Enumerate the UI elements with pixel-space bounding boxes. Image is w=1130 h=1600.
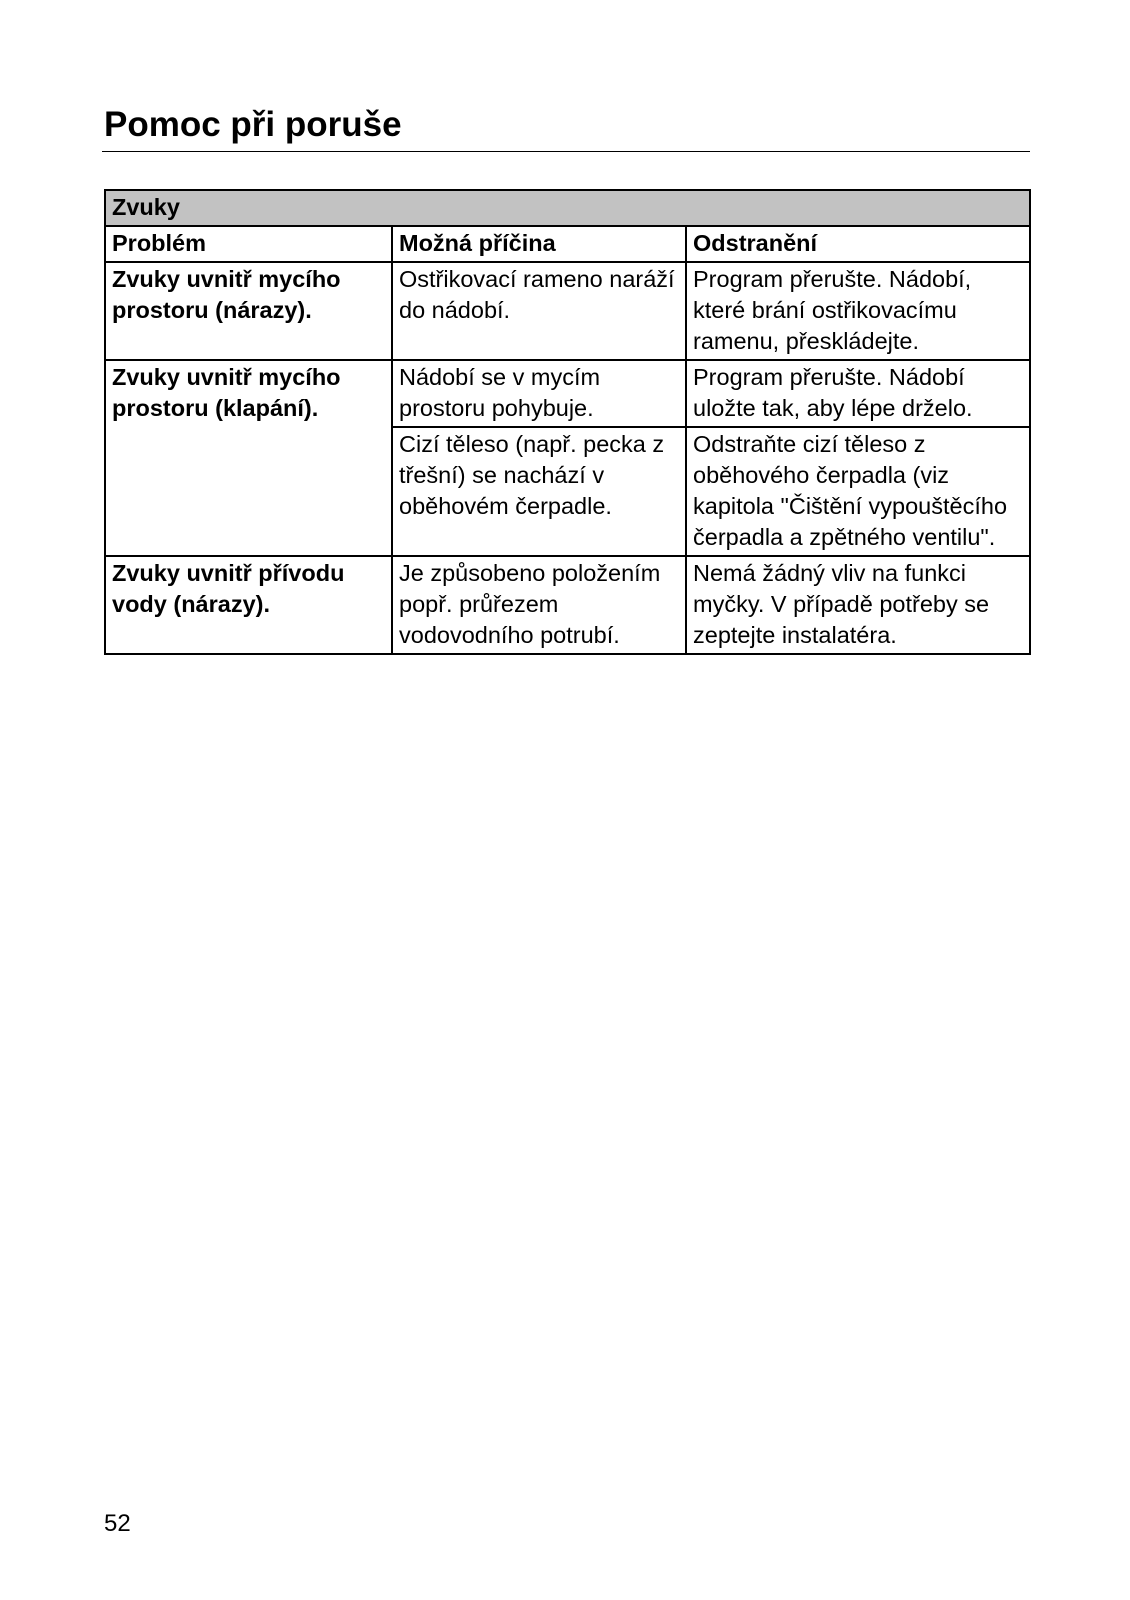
page-title: Pomoc při poruše — [104, 105, 402, 144]
column-header-problem: Problém — [105, 226, 392, 262]
remedy-cell: Program přerušte. Nádobí uložte tak, aby lépe drželo. — [686, 360, 1030, 427]
column-header-remedy: Odstranění — [686, 226, 1030, 262]
table-row — [105, 556, 1030, 654]
section-title: Zvuky — [105, 190, 1030, 226]
problem-cell: Zvuky uvnitř přívodu vody (nárazy). — [105, 556, 392, 654]
table-row — [105, 360, 1030, 427]
page-number: 52 — [104, 1510, 131, 1537]
cause-cell: Nádobí se v mycím prostoru pohybuje. — [392, 360, 686, 427]
column-header-row — [105, 226, 1030, 262]
troubleshooting-table — [104, 189, 1031, 655]
cause-cell: Ostřikovací rameno naráží do nádobí. — [392, 262, 686, 360]
column-header-cause: Možná příčina — [392, 226, 686, 262]
remedy-cell: Odstraňte cizí těleso z oběhového čerpadla (viz kapitola "Čištění vypouštěcího čerpadla a zpětného ventilu". — [686, 427, 1030, 556]
remedy-cell: Program přerušte. Nádobí, které brání ostřikovacímu ramenu, přeskládejte. — [686, 262, 1030, 360]
title-divider — [102, 151, 1030, 152]
cause-cell: Je způsobeno položením popř. průřezem vodovodního potrubí. — [392, 556, 686, 654]
problem-cell: Zvuky uvnitř mycího prostoru (nárazy). — [105, 262, 392, 360]
table-row — [105, 262, 1030, 360]
section-header-row — [105, 190, 1030, 226]
cause-cell: Cizí těleso (např. pecka z třešní) se nachází v oběhovém čerpadle. — [392, 427, 686, 556]
remedy-cell: Nemá žádný vliv na funkci myčky. V případě potřeby se zeptejte instalatéra. — [686, 556, 1030, 654]
problem-cell: Zvuky uvnitř mycího prostoru (klapání). — [105, 360, 392, 556]
